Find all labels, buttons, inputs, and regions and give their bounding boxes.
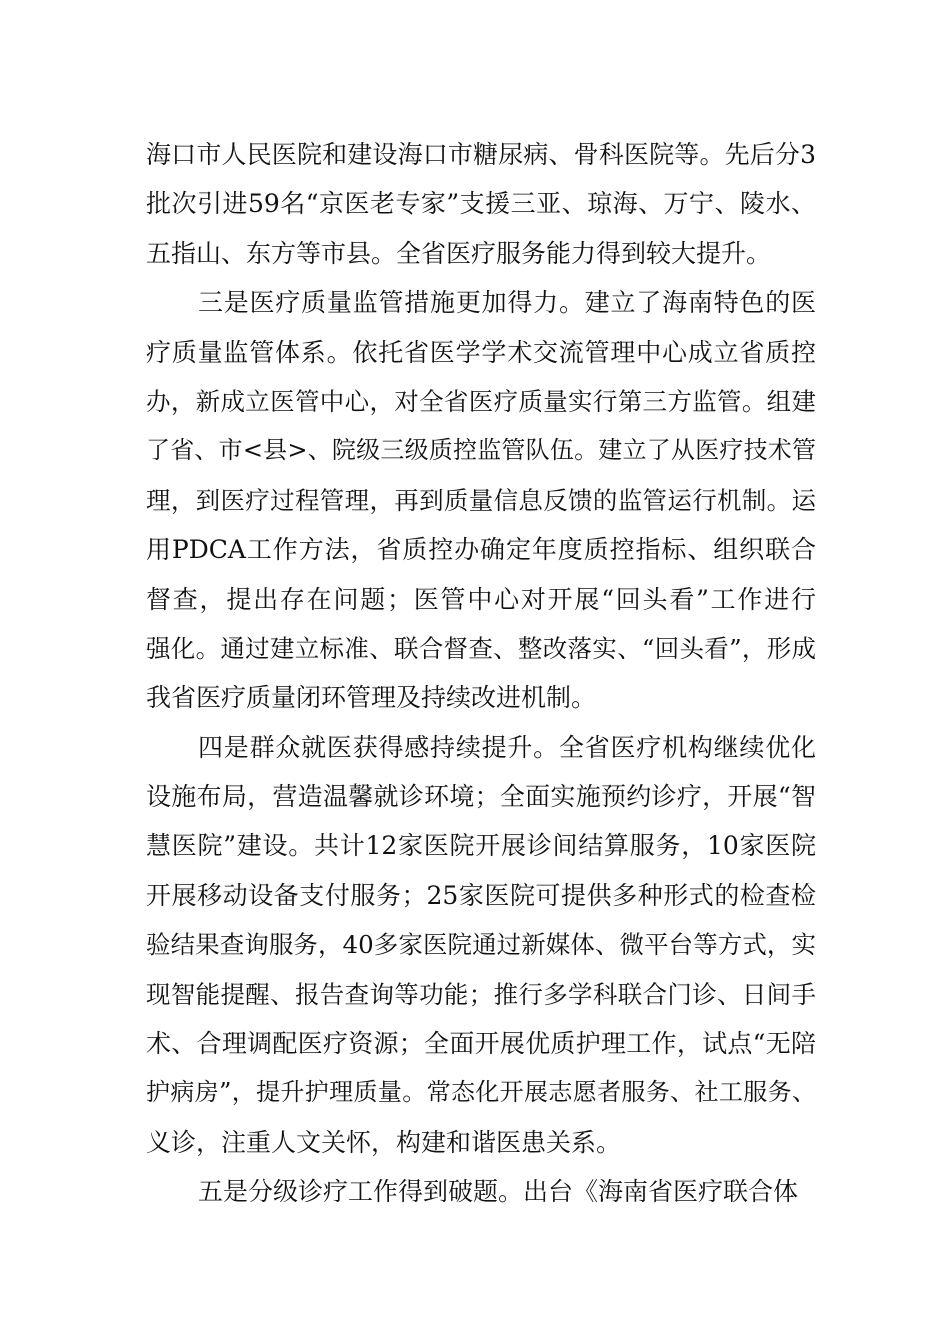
paragraph-start-line: 四是群众就医获得感持续提升。全省医疗机构继续优化 xyxy=(198,732,816,762)
text-line: 设施布局，营造温馨就诊环境；全面实施预约诊疗，开展“智 xyxy=(146,782,816,812)
text-line: 验结果查询服务，40多家医院通过新媒体、微平台等方式，实 xyxy=(146,930,816,960)
text-line: 护病房”，提升护理质量。常态化开展志愿者服务、社工服务、 xyxy=(146,1078,816,1107)
text-line: 办，新成立医管中心，对全省医疗质量实行第三方监管。组建 xyxy=(146,386,816,416)
text-line: 术、合理调配医疗资源；全面开展优质护理工作，试点“无陪 xyxy=(146,1029,816,1059)
paragraph-start-line: 三是医疗质量监管措施更加得力。建立了海南特色的医 xyxy=(198,288,816,318)
paragraph-start-line: 五是分级诊疗工作得到破题。出台《海南省医疗联合体 xyxy=(198,1177,799,1207)
text-line: 五指山、东方等市县。全省医疗服务能力得到较大提升。 xyxy=(146,238,772,268)
text-line: 了省、市<县>、院级三级质控监管队伍。建立了从医疗技术管 xyxy=(146,436,816,465)
text-line: 批次引进59名“京医老专家”支援三亚、琼海、万宁、陵水、 xyxy=(146,189,816,219)
text-line: 我省医疗质量闭环管理及持续改进机制。 xyxy=(146,683,597,713)
document-body xyxy=(146,130,816,1217)
text-line: 用PDCA工作方法，省质控办确定年度质控指标、组织联合 xyxy=(146,535,816,565)
text-line: 疗质量监管体系。依托省医学学术交流管理中心成立省质控 xyxy=(146,337,816,367)
text-line: 督查，提出存在问题；医管中心对开展“回头看”工作进行 xyxy=(146,584,816,614)
text-line: 理，到医疗过程管理，再到质量信息反馈的监管运行机制。运 xyxy=(146,485,816,515)
text-line: 现智能提醒、报告查询等功能；推行多学科联合门诊、日间手 xyxy=(146,979,816,1009)
text-line: 义诊，注重人文关怀，构建和谐医患关系。 xyxy=(146,1127,622,1157)
text-line: 慧医院”建设。共计12家医院开展诊间结算服务，10家医院 xyxy=(146,831,816,861)
text-line: 强化。通过建立标准、联合督查、整改落实、“回头看”，形成 xyxy=(146,633,816,663)
text-line: 海口市人民医院和建设海口市糖尿病、骨科医院等。先后分3 xyxy=(146,140,816,169)
text-line: 开展移动设备支付服务；25家医院可提供多种形式的检查检 xyxy=(146,880,816,910)
